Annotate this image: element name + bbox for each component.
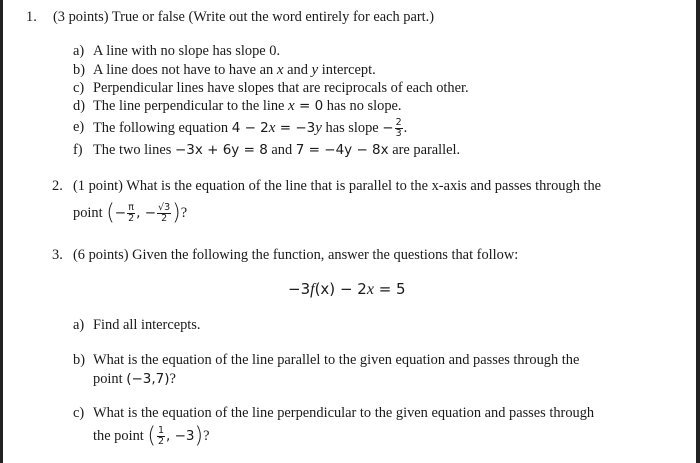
q3-part-b	[73, 351, 673, 391]
part-text: The two lines −3x + 6y = 8 and 7 = −4y − 8x are parallel.	[93, 142, 461, 158]
part-label: c)	[73, 405, 85, 421]
part-text: A line does not have to have an x and y intercept.	[93, 62, 376, 78]
question-text: (1 point) What is the equation of the line that is parallel to the x-axis and passes through the	[73, 178, 602, 194]
part-text: Find all intercepts.	[93, 317, 201, 333]
part-text-line1: What is the equation of the line perpendicular to the given equation and passes through	[93, 405, 595, 421]
part-text: The line perpendicular to the line x = 0 has no slope.	[93, 98, 402, 114]
question-1	[26, 8, 676, 28]
q1-part-e	[73, 118, 673, 140]
part-label: c)	[73, 80, 85, 96]
part-text-line2: point (−3,7)?	[93, 371, 176, 387]
question-number: 3.	[52, 247, 63, 263]
question-number: 1.	[26, 9, 37, 25]
part-label: b)	[73, 62, 85, 78]
point-y-fraction: $\frac{√3}{2}$	[158, 202, 171, 224]
question-number: 2.	[52, 178, 63, 194]
slope-fraction: $\frac{2}{3}$	[395, 117, 402, 139]
part-text-line1: What is the equation of the line parallel to the given equation and passes through the	[93, 352, 580, 368]
part-label: f)	[73, 142, 83, 158]
part-label: e)	[73, 119, 85, 135]
part-text-line2: the point ( $\frac{1}{2}$ , −3)?	[93, 423, 210, 449]
question-2-point-line	[73, 199, 373, 227]
part-label: a)	[73, 317, 85, 333]
part-text: Perpendicular lines have slopes that are reciprocals of each other.	[93, 80, 469, 96]
question-3	[52, 246, 672, 266]
part-label: a)	[73, 43, 85, 59]
point-fraction: $\frac{1}{2}$	[157, 425, 164, 447]
q1-part-b	[73, 61, 673, 79]
part-label: d)	[73, 98, 85, 114]
question-header: (3 points) True or false (Write out the word entirely for each part.)	[53, 9, 435, 25]
q1-part-c	[73, 79, 673, 97]
question-header: (6 points) Given the following the function, answer the questions that follow:	[73, 247, 519, 263]
q1-part-f	[73, 141, 673, 159]
point-x-fraction: $\frac{\pi}{2}$	[128, 202, 135, 224]
function-equation: −3f(x) − 2x = 5	[288, 280, 406, 298]
q3-part-c	[73, 404, 683, 452]
part-text: A line with no slope has slope 0.	[93, 43, 281, 59]
q1-part-a	[73, 42, 673, 60]
part-text: The following equation 4 − 2x = −3y has slope − $\frac{2}{3}$ .	[93, 117, 408, 139]
question-2	[52, 177, 672, 197]
point-expression: point (− $\frac{\pi}{2}$ , − $\frac{√3}{2}$ )?	[73, 200, 188, 226]
q1-part-d	[73, 97, 673, 115]
q3-part-a	[73, 316, 673, 334]
part-label: b)	[73, 352, 85, 368]
